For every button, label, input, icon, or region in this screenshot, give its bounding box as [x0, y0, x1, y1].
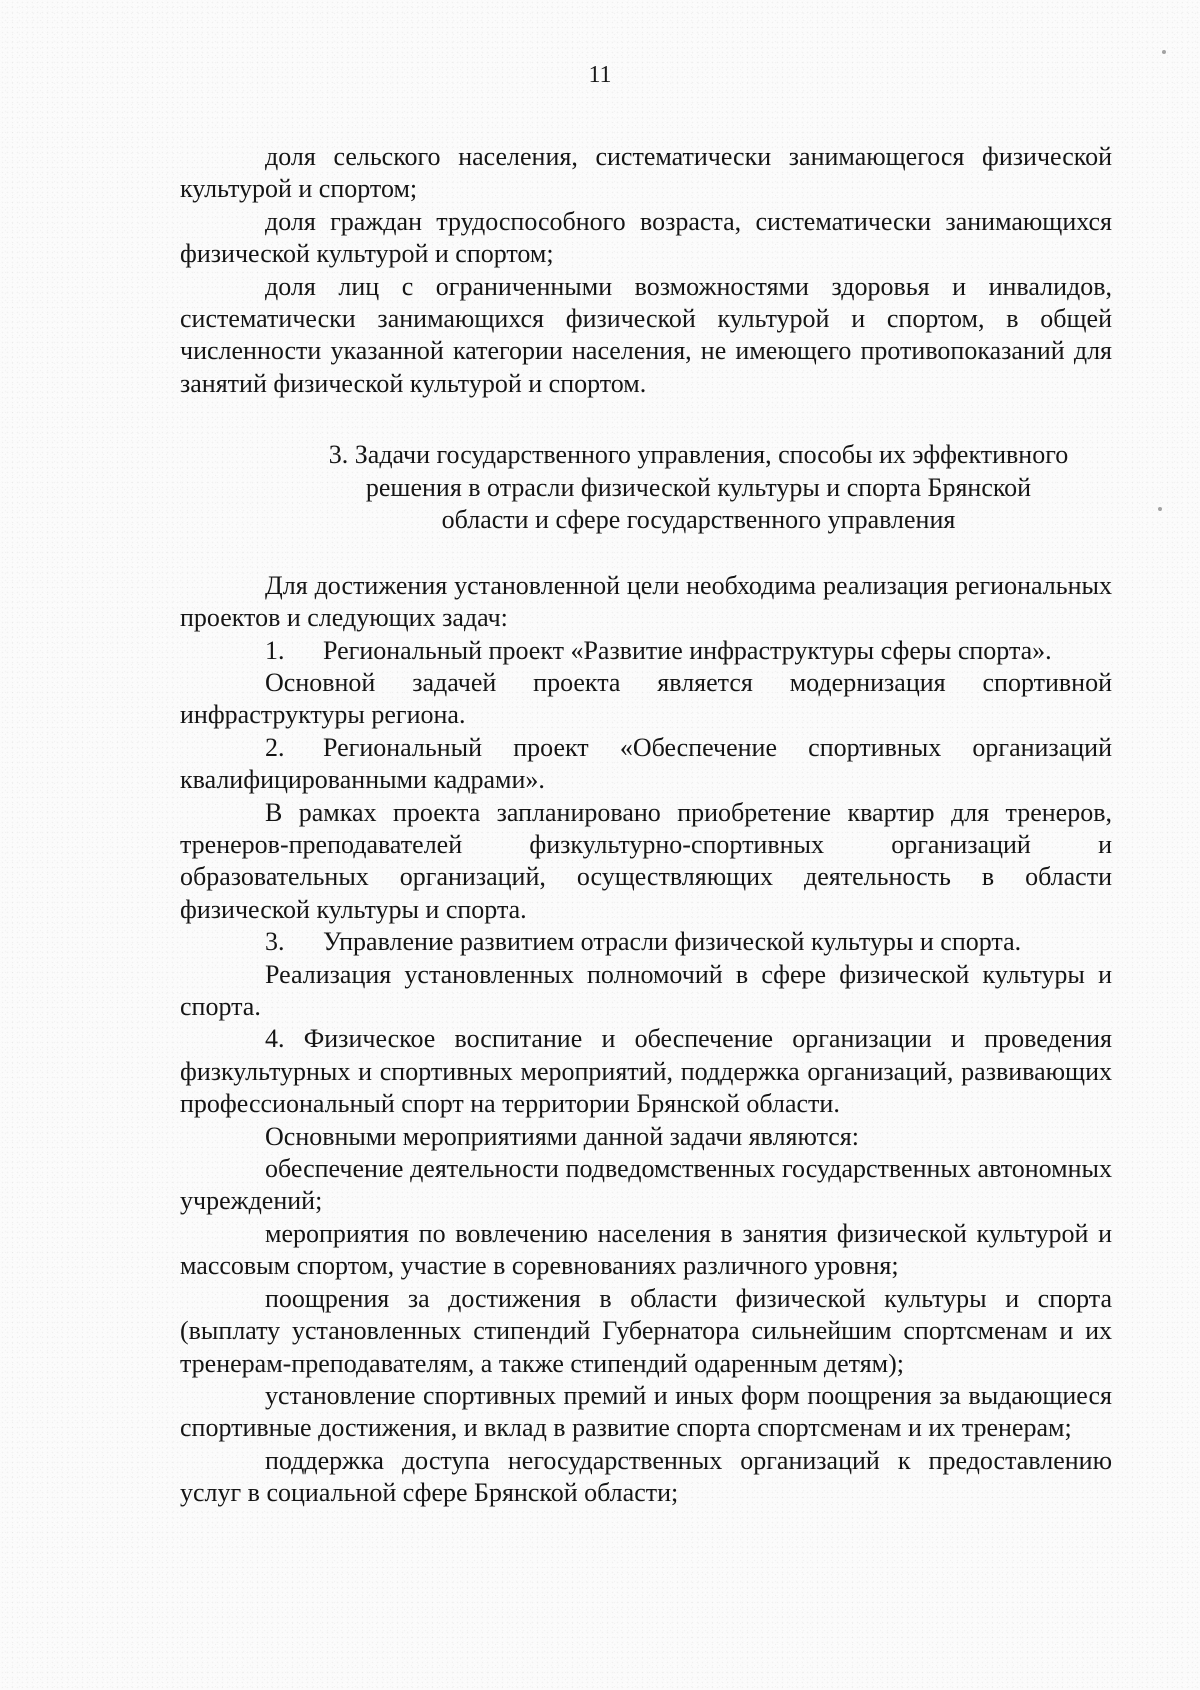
task-2-description: В рамках проекта запланировано приобретение квартир для тренеров, тренеров-преподавателей физкультурно-спортивных организаций и образовательных организаций, осуществляющих деятельность в области физической культуры и спорта. — [180, 797, 1112, 924]
task-2-title — [180, 732, 1112, 797]
activity-item: обеспечение деятельности подведомственных государственных автономных учреждений; — [180, 1154, 1112, 1216]
task-2-number: 2. — [265, 732, 285, 762]
goal-paragraph: Для достижения установленной цели необходима реализация региональных проектов и следующих задач: — [180, 570, 1112, 633]
task-1-description: Основной задачей проекта является модернизация спортивной инфраструктуры региона. — [180, 667, 1112, 730]
intro-paragraph-2: доля граждан трудоспособного возраста, систематически занимающихся физической культурой и спортом; — [180, 206, 1112, 269]
section-heading-line-2: решения в отрасли физической культуры и спорта Брянской — [365, 472, 1032, 502]
section-heading — [180, 439, 1112, 537]
task-2-text: Региональный проект «Обеспечение спортивных организаций квалифицированными кадрами». — [180, 732, 1112, 795]
intro-paragraph-1: доля сельского населения, систематически занимающегося физической культурой и спортом; — [180, 142, 1112, 204]
intro-paragraph-3: доля лиц с ограниченными возможностями здоровья и инвалидов, систематически занимающихся физической культурой и спортом, в общей численности указанной категории населения, не имеющего противопоказаний для занятий физической культурой и спортом. — [180, 271, 1112, 398]
activity-item: поощрения за достижения в области физической культуры и спорта (выплату установленных стипендий Губернатора сильнейшим спортсменам и их тренерам-преподавателям, а также стипендий одаренным детям); — [180, 1283, 1112, 1378]
task-3-text: Управление развитием отрасли физической культуры и спорта. — [323, 927, 1022, 957]
task-3-number: 3. — [265, 927, 285, 957]
task-4-intro: Основными мероприятиями данной задачи являются: — [265, 1121, 859, 1151]
task-1-text: Региональный проект «Развитие инфраструктуры сферы спорта». — [323, 635, 1052, 665]
section-heading-line-3: области и сфере государственного управления — [441, 505, 956, 535]
activity-item: мероприятия по вовлечению населения в занятия физической культурой и массовым спортом, участие в соревнованиях различного уровня; — [180, 1218, 1112, 1281]
task-3-description: Реализация установленных полномочий в сфере физической культуры и спорта. — [180, 959, 1112, 1022]
activity-item: поддержка доступа негосударственных организаций к предоставлению услуг в социальной сфере Брянской области; — [180, 1445, 1112, 1508]
page-number: 11 — [588, 62, 612, 88]
activity-item: установление спортивных премий и иных форм поощрения за выдающиеся спортивные достижения, и вклад в развитие спорта спортсменам и их тренерам; — [180, 1380, 1112, 1443]
scan-speck — [1162, 50, 1166, 54]
section-heading-line-1: 3. Задачи государственного управления, способы их эффективного — [328, 440, 1069, 470]
task-1-number: 1. — [265, 635, 285, 665]
task-3-title — [180, 926, 1112, 958]
task-1-title — [180, 635, 1112, 667]
task-4-title: 4. Физическое воспитание и обеспечение организации и проведения физкультурных и спортивных мероприятий, поддержка организаций, развивающих профессиональный спорт на территории Брянской области. — [180, 1024, 1112, 1119]
scan-speck — [1158, 507, 1162, 511]
document-body — [180, 141, 1112, 1510]
